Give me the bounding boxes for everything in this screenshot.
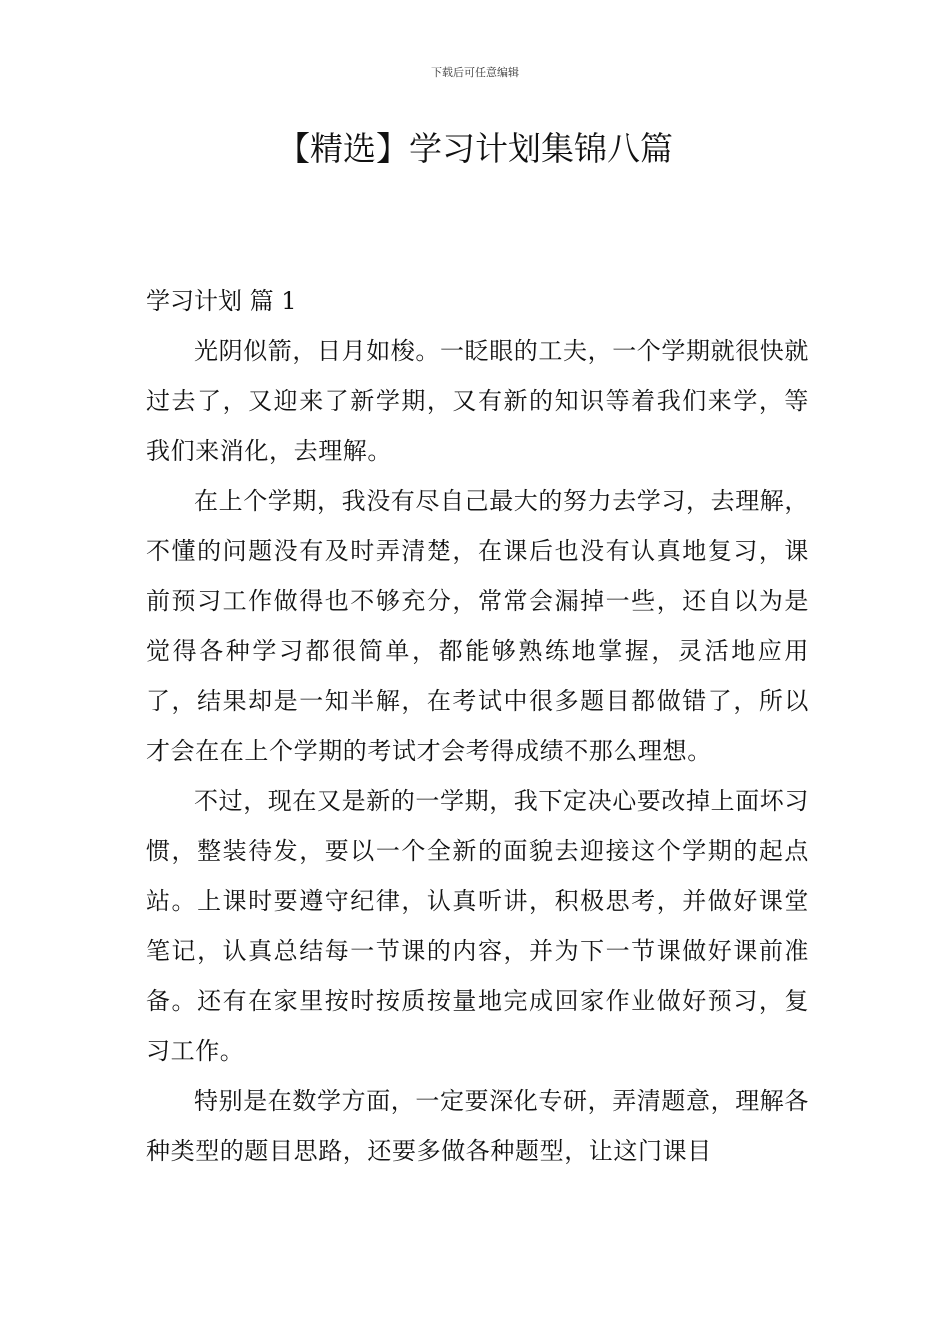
paragraph-4: 特别是在数学方面，一定要深化专研，弄清题意，理解各种类型的题目思路，还要多做各种题型，让这门课目 [146,1087,809,1165]
page-title: 【精选】学习计划集锦八篇 [277,129,673,168]
paragraph-1: 光阴似箭，日月如梭。一眨眼的工夫，一个学期就很快就过去了，又迎来了新学期，又有新的知识等着我们来学，等我们来消化，去理解。 [146,337,809,465]
section-heading: 学习计划 篇 1 [146,287,297,315]
paragraph-3: 不过，现在又是新的一学期，我下定决心要改掉上面坏习惯，整装待发，要以一个全新的面貌去迎接这个学期的起点站。上课时要遵守纪律，认真听讲，积极思考，并做好课堂笔记，认真总结每一节课的内容，并为下一节课做好课前准备。还有在家里按时按质按量地完成回家作业做好预习，复习工作。 [146,787,809,1065]
header-note: 下载后可任意编辑 [431,66,519,79]
paragraph-2: 在上个学期，我没有尽自己最大的努力去学习，去理解，不懂的问题没有及时弄清楚，在课后也没有认真地复习，课前预习工作做得也不够充分，常常会漏掉一些，还自以为是觉得各种学习都很简单，都能够熟练地掌握，灵活地应用了，结果却是一知半解，在考试中很多题目都做错了，所以才会在在上个学期的考试才会考得成绩不那么理想。 [146,487,809,765]
document-body [146,276,809,1176]
